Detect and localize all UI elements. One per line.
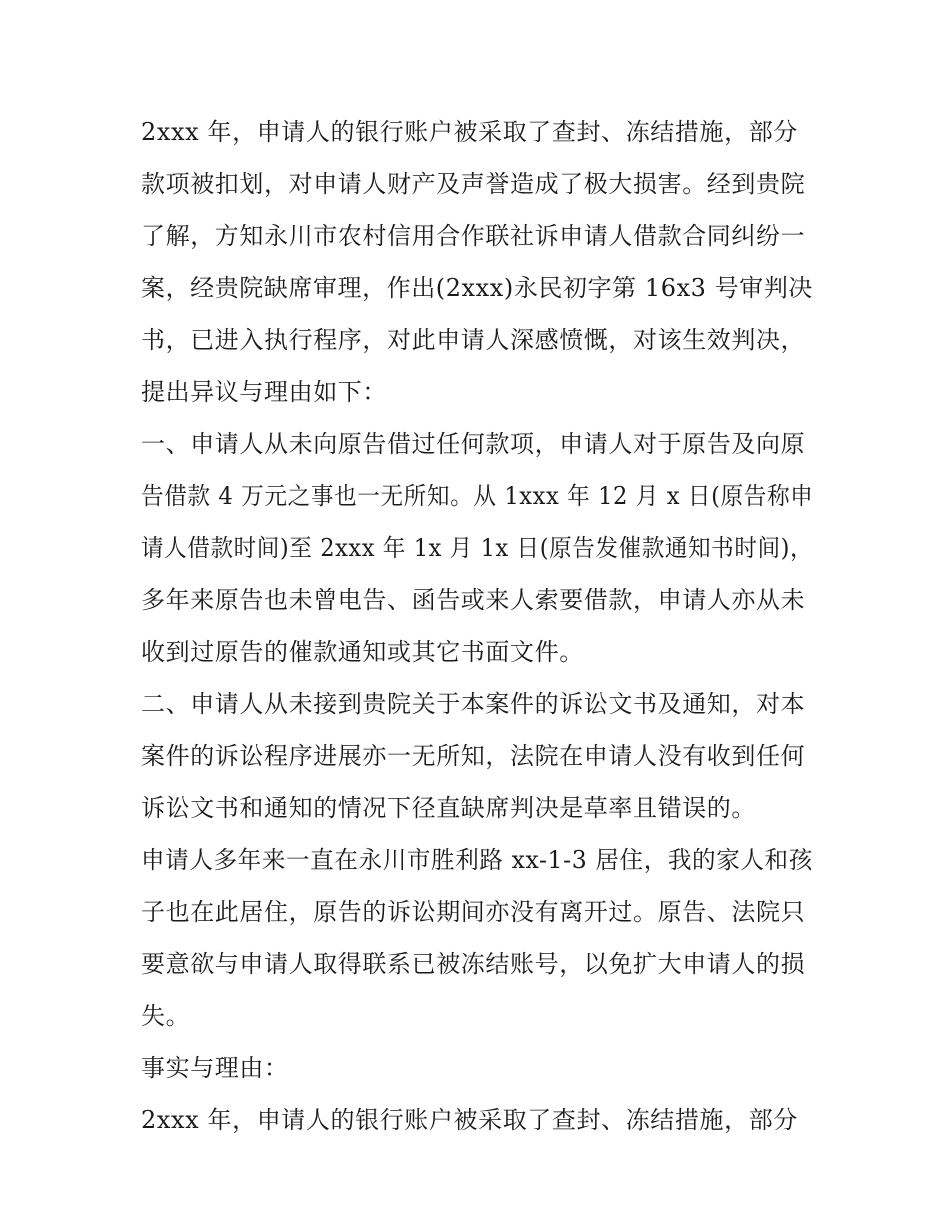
text-line: 2xxx 年，申请人的银行账户被采取了查封、冻结措施，部分 xyxy=(141,1106,798,1134)
text-line: 请人借款时间)至 2xxx 年 1x 月 1x 日(原告发催款通知书时间)， xyxy=(141,534,814,562)
text-line: 失。 xyxy=(141,1002,191,1030)
text-line: 申请人多年来一直在永川市胜利路 xx-1-3 居住，我的家人和孩 xyxy=(141,846,813,874)
text-line: 二、申请人从未接到贵院关于本案件的诉讼文书及通知，对本 xyxy=(141,690,806,718)
text-line: 多年来原告也未曾电告、函告或来人索要借款，申请人亦从未 xyxy=(141,586,806,614)
text-line: 2xxx 年，申请人的银行账户被采取了查封、冻结措施，部分 xyxy=(141,118,798,146)
text-line: 一、申请人从未向原告借过任何款项，申请人对于原告及向原 xyxy=(141,430,806,458)
text-line: 告借款 4 万元之事也一无所知。从 1xxx 年 12 月 x 日(原告称申 xyxy=(141,482,814,510)
text-line: 子也在此居住，原告的诉讼期间亦没有离开过。原告、法院只 xyxy=(141,898,806,926)
text-line: 案件的诉讼程序进展亦一无所知，法院在申请人没有收到任何 xyxy=(141,742,806,770)
section-heading: 事实与理由： xyxy=(141,1054,289,1082)
text-line: 书，已进入执行程序，对此申请人深感愤慨，对该生效判决， xyxy=(141,326,806,354)
text-line: 案，经贵院缺席审理，作出(2xxx)永民初字第 16x3 号审判决 xyxy=(141,274,814,302)
text-line: 了解，方知永川市农村信用合作联社诉申请人借款合同纠纷一 xyxy=(141,222,806,250)
text-line: 收到过原告的催款通知或其它书面文件。 xyxy=(141,638,584,666)
text-line: 提出异议与理由如下： xyxy=(141,378,387,406)
text-line: 诉讼文书和通知的情况下径直缺席判决是草率且错误的。 xyxy=(141,794,756,822)
text-line: 款项被扣划，对申请人财产及声誉造成了极大损害。经到贵院 xyxy=(141,170,806,198)
text-line: 要意欲与申请人取得联系已被冻结账号，以免扩大申请人的损 xyxy=(141,950,806,978)
